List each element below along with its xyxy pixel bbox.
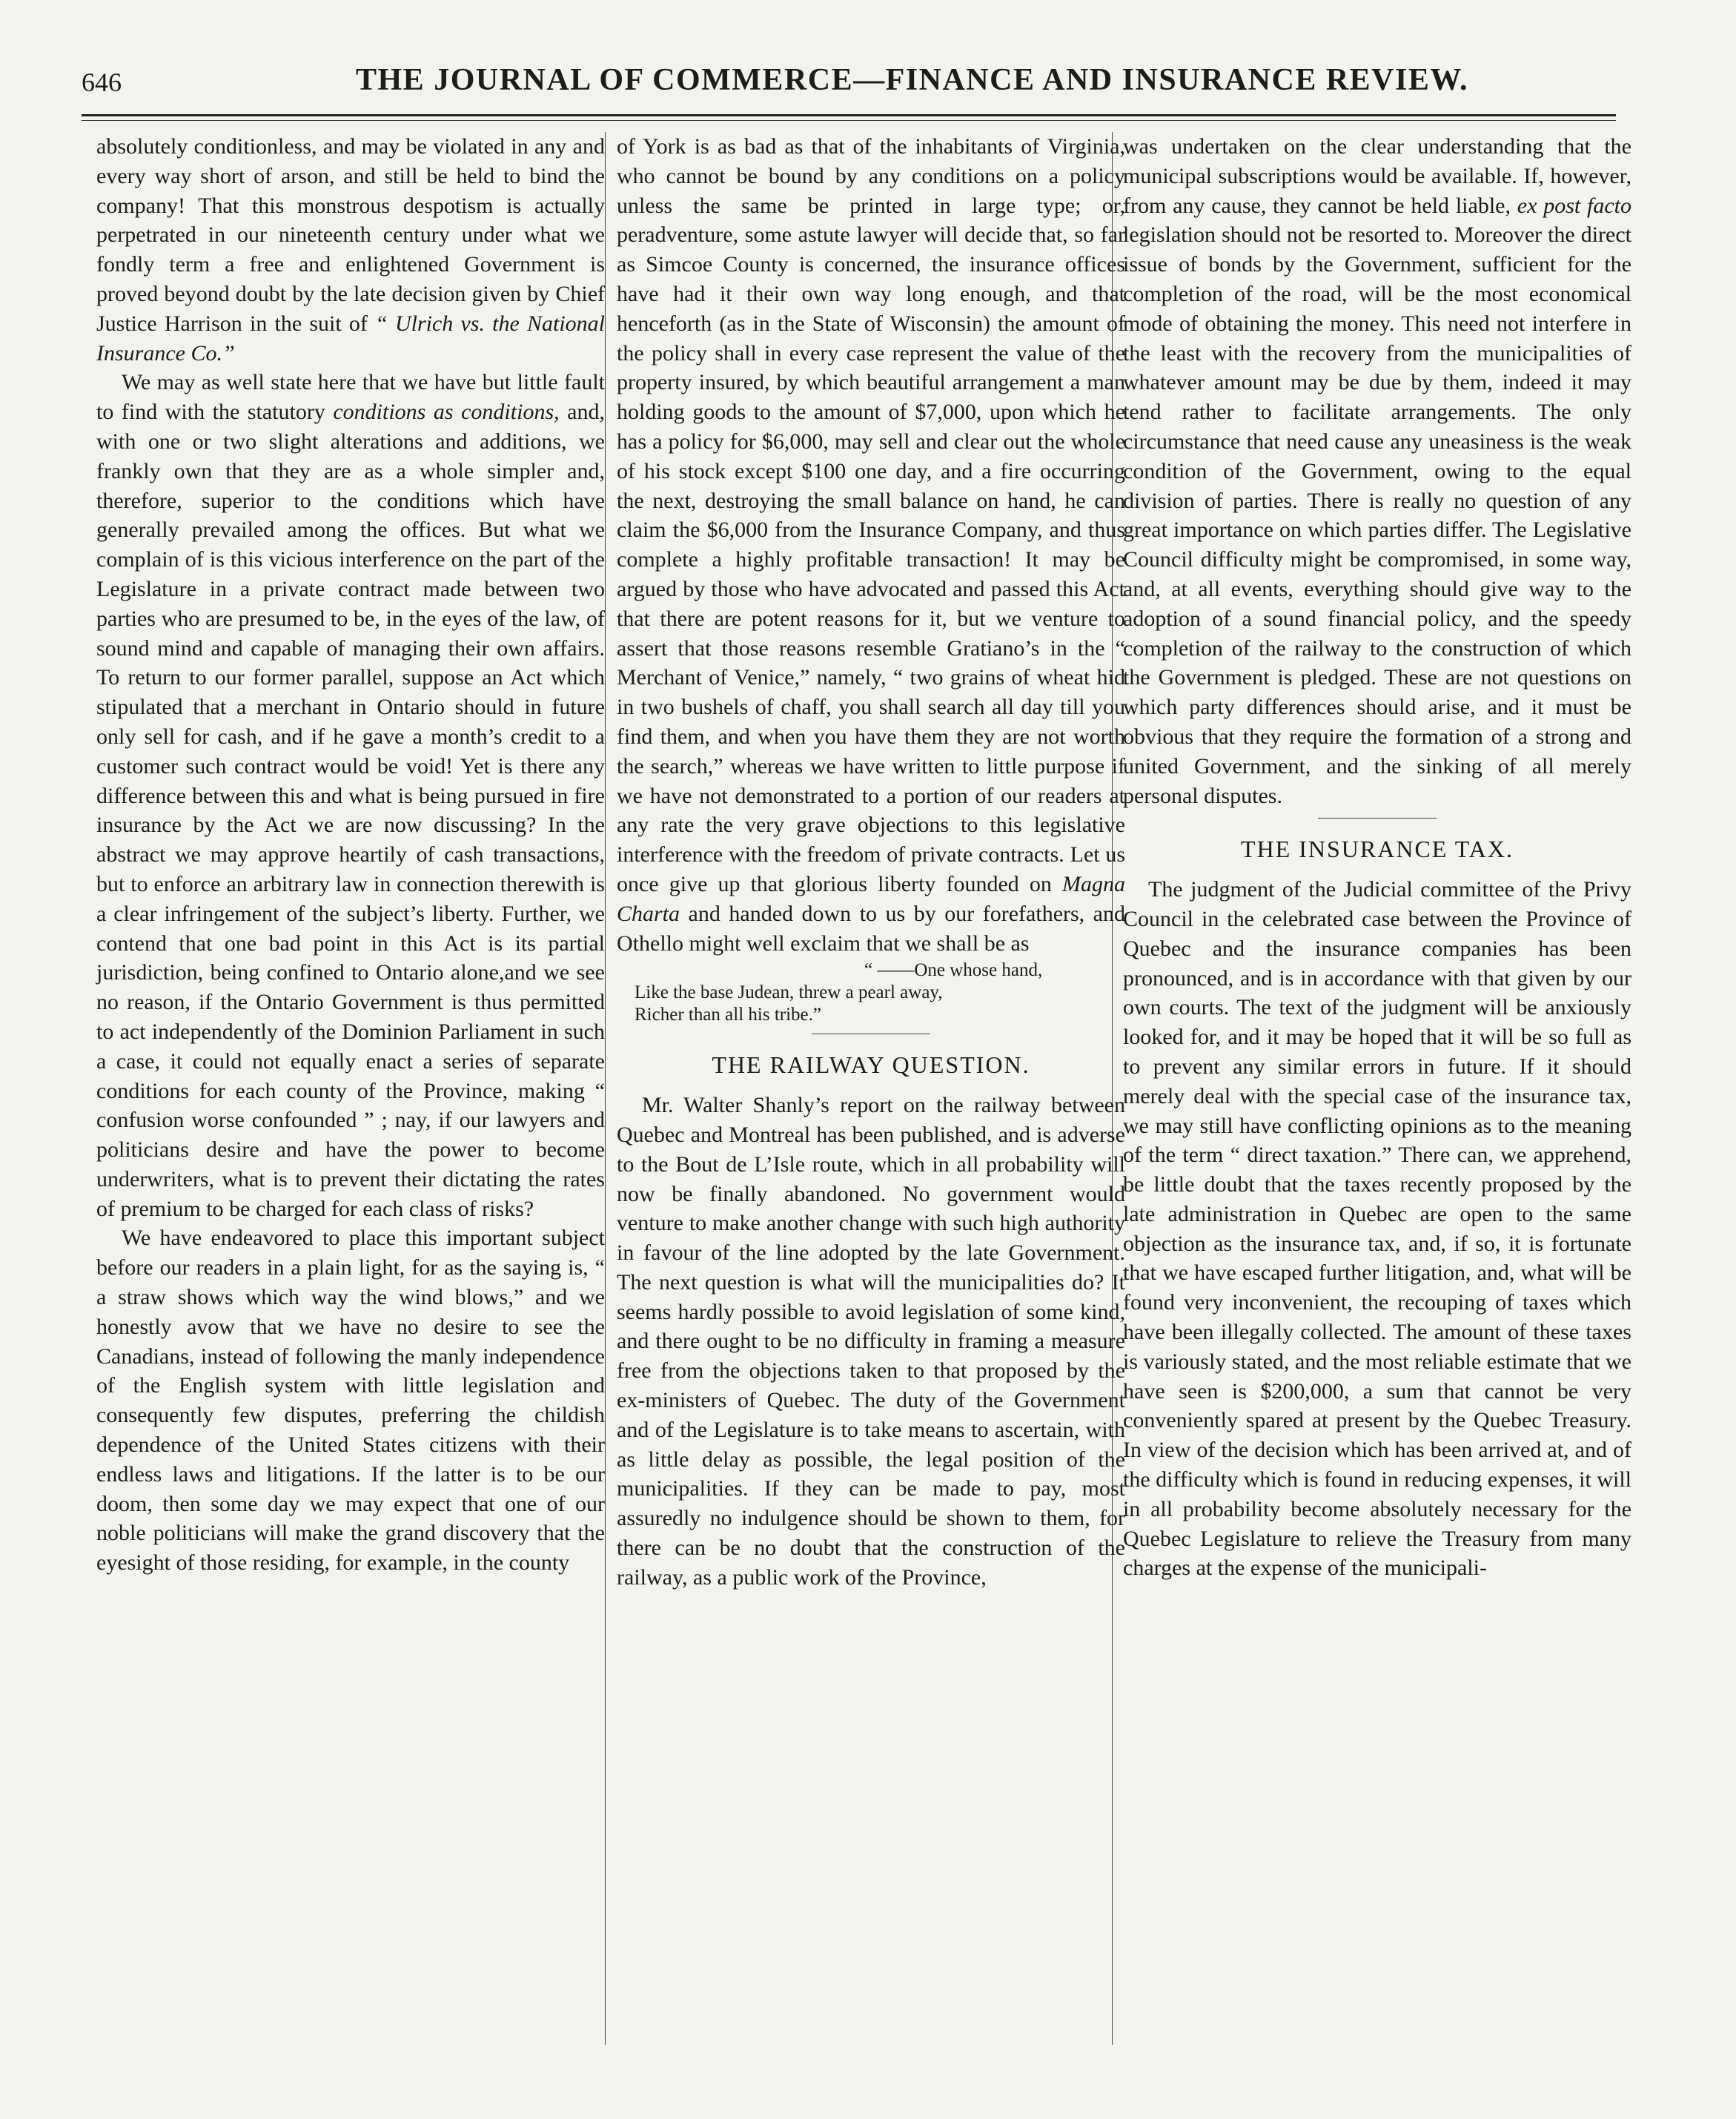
othello-quote — [635, 959, 1125, 1026]
quote-line-2: Like the base Judean, threw a pearl away, — [635, 982, 943, 1003]
col1-p2-text-a: We may as well state here that we have but little fault to find with the statutory — [96, 370, 605, 425]
col3-p1-text-b: legislation should not be resorted to. Moreover the direct issue of bonds by the Government, sufficient for the completion of the road, will be the most economical mode of obtaining the money. This need not interfere in the least with the recovery from the municipalities of whatever amount may be due by them, indeed it may tend rather to facilitate arrangements. The only circumstance that need cause any uneasiness is the weak condition of the Government, owing to the equal division of parties. There is really no question of any great importance on which parties differ. The Legislative Council difficulty might be compromised, in some way, and, at all events, everything should give way to the adoption of a sound financial policy, and the speedy completion of the railway to the construction of which the Government is pledged. These are not questions on which party differences should arise, and it must be obvious that they require the formation of a strong and united Government, and the sinking of all merely personal disputes. — [1123, 222, 1631, 808]
col3-paragraph-1 — [1123, 132, 1631, 810]
column-3 — [1123, 132, 1631, 1583]
col1-paragraph-3: We have endeavored to place this important subject before our readers in a plain light, for as the saying is, “ a straw shows which way the wind blows,” and we honestly avow that we have no desire to see the Canadians, instead of following the manly independence of the English system with little legislation and consequently few disputes, preferring the childish dependence of the United States citizens with their endless laws and litigations. If the latter is to be our doom, then some day we may expect that one of our noble politicians will make the grand discovery that the eyesight of those residing, for example, in the county — [96, 1226, 605, 1576]
col1-p2-emphasis: conditions as conditions, — [333, 400, 560, 425]
col1-p1-text: absolutely conditionless, and may be violated in any and every way short of arson, and still be held to bind the company! That this monstrous despotism is actually perpetrated in our nineteenth century under what we fondly term a free and enlightened Government is proved beyond doubt by the late decision given by Chief Justice Harrison in the suit of — [96, 134, 605, 336]
column-1 — [96, 132, 605, 1578]
railway-heading: THE RAILWAY QUESTION. — [712, 1051, 1030, 1079]
col3-p1-text-a: was undertaken on the clear understanding that the municipal subscriptions would be available. If, however, from any cause, they cannot be held liable, — [1123, 134, 1631, 218]
col1-p2-text-b: and, with one or two slight alterations and additions, we frankly own that they are as a whole simpler and, therefore, superior to the conditions which have generally prevailed among the offices. But what we complain of is this vicious interference on the part of the Legislature in a private contract made between two parties who are presumed to be, in the eyes of the law, of sound mind and capable of managing their own affairs. To return to our former parallel, suppose an Act which stipulated that a merchant in Ontario should in future only sell for cash, and if he gave a month’s credit to a customer such contract would be void! Yet is there any difference between this and what is being pursued in fire insurance by the Act we are now discussing? In the abstract we may approve heartily of cash transactions, but to enforce an arbitrary law in connection therewith is a clear infringement of the subject’s liberty. Further, we contend that one bad point in this Act is its partial jurisdiction, being confined to Ontario alone,and we see no reason, if the Ontario Government is thus permitted to act independently of the Dominion Parliament in such a case, it could not equally enact a series of separate conditions for each county of the Province, making “ confusion worse confounded ” ; nay, if our lawyers and politicians desire and have the power to become underwriters, what is to prevent their dictating the rates of premium to be charged for each class of risks? — [96, 400, 605, 1221]
insurance-tax-paragraph: The judgment of the Judicial committee of the Privy Council in the celebrated case between the Province of Quebec and the insurance companies has been pronounced, and is in accordance with that given by our own courts. The text of the judgment will be anxiously looked for, and it may be hoped that it will be so full as to prevent any similar errors in future. If it should merely deal with the special case of the insurance tax, we may still have conflicting opinions as to the meaning of the term “ direct taxation.” There can, we apprehend, be little doubt that the taxes recently proposed by the late administration in Quebec are open to the same objection as the insurance tax, and, if so, it is fortunate that we have escaped further litigation, and, what will be found very inconvenient, the recouping of taxes which have been illegally collected. The amount of these taxes is variously stated, and the most reliable estimate that we have seen is $200,000, a sum that cannot be very conveniently spared at present by the Quebec Treasury. In view of the decision which has been arrived at, and of the difficulty which is found in reducing expenses, it will in all probability become absolutely necessary for the Quebec Legislature to relieve the Treasury from many charges at the expense of the municipali- — [1123, 877, 1631, 1581]
quote-line-3: Richer than all his tribe.” — [635, 1005, 822, 1025]
quote-line-1: “ ——One whose hand, — [864, 960, 1043, 981]
col1-paragraph-1 — [96, 132, 605, 368]
col2-p1-text-a: of York is as bad as that of the inhabitants of Virginia, who cannot be bound by any conditions on a policy unless the same be printed in large type; or, peradventure, some astute lawyer will decide that, so far as Simcoe County is concerned, the insurance offices have had it their own way long enough, and that henceforth (as in the State of Wisconsin) the amount of the policy shall in every case represent the value of the property insured, by which beautiful arrangement a man holding goods to the amount of $7,000, upon which he has a policy for $6,000, may sell and clear out the whole of his stock except $100 one day, and a fire occurring the next, destroying the small balance on hand, he can claim the $6,000 from the Insurance Company, and thus complete a highly profitable transaction! It may be argued by those who have advocated and passed this Act that there are potent reasons for it, but we venture to assert that those reasons resemble Gratiano’s in the “ Merchant of Venice,” namely, “ two grains of wheat hid in two bushels of chaff, you shall search all day till you find them, and when you have them they are not worth the search,” whereas we have written to little purpose if we have not demonstrated to a portion of our readers at any rate the very grave objections to this legislative interference with the freedom of private contracts. Let us once give up that glorious liberty founded on — [617, 134, 1125, 896]
railway-paragraph: Mr. Walter Shanly’s report on the railway between Quebec and Montreal has been published, and is adverse to the Bout de L’Isle route, which in all probability will now be finally abandoned. No government would venture to make another change with such high authority in favour of the line adopted by the late Government. The next question is what will the municipalities do? It seems hardly possible to avoid legislation of some kind, and there ought to be no difficulty in framing a measure free from the objections taken to that proposed by the ex-ministers of Quebec. The duty of the Government and of the Legislature is to take means to ascertain, with as little delay as possible, the legal position of the municipalities. If they can be made to pay, most assuredly no indulgence should be shown to them, for there can be no doubt that the construction of the railway, as a public work of the Province, — [617, 1093, 1125, 1590]
running-title: THE JOURNAL OF COMMERCE—FINANCE AND INSURANCE REVIEW. — [356, 63, 1469, 97]
magna-charta: Magna Charta — [617, 871, 1125, 926]
col2-paragraph-1 — [617, 132, 1125, 958]
col2-p1-text-b: and handed down to us by our forefathers, and Othello might well exclaim that we shall be as — [617, 901, 1125, 956]
page-number: 646 — [82, 67, 122, 97]
header-rule-thick — [82, 114, 1616, 116]
ex-post-facto: ex post facto — [1517, 193, 1631, 218]
column-2 — [617, 132, 1125, 1593]
case-citation: “ Ulrich vs. the National Insurance Co.” — [96, 311, 605, 366]
page-header — [82, 53, 1616, 105]
section-rule-2 — [1318, 818, 1437, 819]
header-rule-thin — [82, 120, 1616, 121]
column-divider-1 — [605, 132, 606, 2045]
col1-paragraph-2 — [96, 368, 605, 1223]
insurance-tax-heading: THE INSURANCE TAX. — [1241, 836, 1514, 863]
